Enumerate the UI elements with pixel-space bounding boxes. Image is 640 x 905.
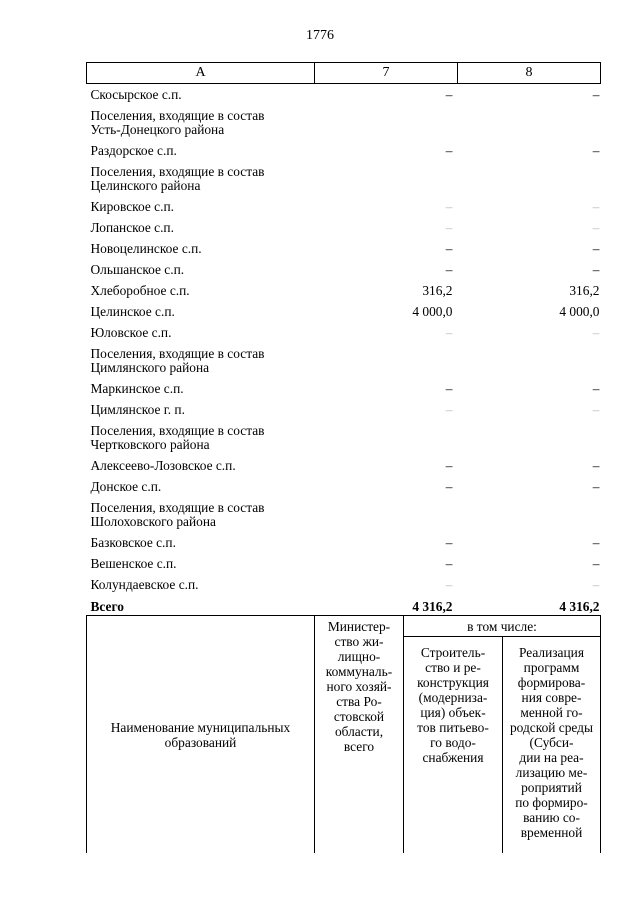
name-line: Усть-Донецкого района — [90, 122, 225, 137]
name-line: Поселения, входящие в состав — [90, 346, 265, 361]
value-col-7: – — [445, 199, 453, 214]
value-col-8 — [458, 105, 601, 140]
table-row — [87, 322, 601, 343]
urban-environment-program-header — [503, 637, 601, 854]
column-header-8: 8 — [458, 63, 601, 84]
header-line: ция) объек- — [420, 705, 486, 720]
table-row — [87, 259, 601, 280]
table-header-row — [87, 63, 601, 84]
table-row — [87, 420, 601, 455]
table-row — [87, 140, 601, 161]
value-col-7 — [315, 161, 458, 196]
header-line: роприятий — [521, 780, 582, 795]
value-col-7: – — [445, 381, 453, 396]
column-header-7: 7 — [315, 63, 458, 84]
municipality-name-header — [87, 616, 315, 854]
municipality-name — [87, 399, 315, 420]
table-row — [87, 280, 601, 301]
name-line: Поселения, входящие в состав — [90, 500, 265, 515]
table-row — [87, 217, 601, 238]
name-line: Целинское с.п. — [90, 304, 175, 319]
header-line: дии на реа- — [519, 750, 584, 765]
municipality-name — [87, 553, 315, 574]
header-line: тов питьево- — [417, 720, 489, 735]
name-line: Донское с.п. — [90, 479, 162, 494]
header-line: области, — [334, 724, 384, 739]
ministry-total-header — [315, 616, 404, 854]
header-line: временной — [520, 825, 583, 840]
value-col-7: – — [445, 535, 453, 550]
value-col-8 — [458, 343, 601, 378]
value-col-8: – — [592, 577, 600, 592]
municipality-name — [87, 140, 315, 161]
water-supply-construction-header — [404, 637, 503, 854]
table-row — [87, 574, 601, 595]
municipality-name — [87, 378, 315, 399]
header-line: ванию со- — [523, 810, 580, 825]
municipality-name — [87, 84, 315, 106]
header-line: по формиро- — [515, 795, 588, 810]
name-line: Колундаевское с.п. — [90, 577, 199, 592]
header-line: образований — [164, 734, 237, 750]
municipality-name — [87, 238, 315, 259]
municipality-name — [87, 322, 315, 343]
name-line: Шолоховского района — [90, 514, 216, 529]
value-col-7: – — [445, 87, 453, 102]
value-col-7: – — [445, 402, 453, 417]
name-line: Лопанское с.п. — [90, 220, 174, 235]
page-number: 1776 — [306, 28, 334, 43]
municipality-name — [87, 105, 315, 140]
total-row — [87, 595, 601, 617]
header-line: лизацию ме- — [515, 765, 588, 780]
name-line: Поселения, входящие в состав — [90, 423, 265, 438]
table-row — [87, 455, 601, 476]
name-line: Алексеево-Лозовское с.п. — [90, 458, 236, 473]
table-row — [87, 161, 601, 196]
funding-header-table — [86, 615, 601, 853]
name-line: Скосырское с.п. — [90, 87, 182, 102]
municipality-name — [87, 532, 315, 553]
municipality-name — [87, 196, 315, 217]
name-line: Раздорское с.п. — [90, 143, 177, 158]
municipality-name — [87, 455, 315, 476]
name-line: Цимлянского района — [90, 360, 210, 375]
header-line: Наименование муниципальных — [110, 719, 291, 735]
header-line: ного хозяй- — [326, 679, 392, 694]
table-row — [87, 105, 601, 140]
name-line: Маркинское с.п. — [90, 381, 184, 396]
value-col-8: – — [592, 87, 600, 102]
value-col-8: – — [592, 458, 600, 473]
header-line: лищно- — [337, 649, 381, 664]
table-row — [87, 497, 601, 532]
header-line: Реализация — [518, 645, 584, 660]
value-col-7: – — [445, 262, 453, 277]
including-header: в том числе: — [404, 616, 601, 637]
header-line: программ — [523, 660, 580, 675]
municipality-name — [87, 161, 315, 196]
header-line: формирова- — [517, 675, 586, 690]
name-line: Ольшанское с.п. — [90, 262, 185, 277]
header-line: (модерниза- — [418, 690, 488, 705]
table-row — [87, 378, 601, 399]
name-line: Кировское с.п. — [90, 199, 174, 214]
total-col-7: 4 316,2 — [412, 599, 453, 614]
table-row — [87, 553, 601, 574]
value-col-8: 316,2 — [569, 283, 600, 298]
header-line: родской среды — [509, 720, 593, 735]
table-row — [87, 343, 601, 378]
name-line: Поселения, входящие в состав — [90, 164, 265, 179]
municipality-name — [87, 343, 315, 378]
name-line: Целинского района — [90, 178, 201, 193]
header-line: ство жи- — [334, 634, 384, 649]
header-line: (Субси- — [529, 735, 574, 750]
value-col-8: – — [592, 535, 600, 550]
municipality-name — [87, 476, 315, 497]
table-row — [87, 84, 601, 106]
table-row — [87, 238, 601, 259]
value-col-8: – — [592, 143, 600, 158]
header-line: стовской — [333, 709, 385, 724]
value-col-7 — [315, 497, 458, 532]
municipality-name — [87, 259, 315, 280]
header-line: ства Ро- — [336, 694, 382, 709]
name-line: Базковское с.п. — [90, 535, 176, 550]
value-col-7: – — [445, 556, 453, 571]
header-line: Строитель- — [420, 645, 486, 660]
table-row — [87, 399, 601, 420]
municipality-name — [87, 574, 315, 595]
value-col-8: – — [592, 199, 600, 214]
municipal-allocation-table — [86, 62, 601, 617]
table-row — [87, 301, 601, 322]
value-col-8: – — [592, 479, 600, 494]
table-row — [87, 196, 601, 217]
municipality-name — [87, 497, 315, 532]
value-col-8: – — [592, 262, 600, 277]
value-col-7: 316,2 — [422, 283, 453, 298]
value-col-7 — [315, 105, 458, 140]
value-col-7: – — [445, 241, 453, 256]
total-col-8: 4 316,2 — [559, 599, 600, 614]
header-line: Министер- — [327, 619, 391, 634]
name-line: Хлеборобное с.п. — [90, 283, 190, 298]
column-header-a: А — [87, 63, 315, 84]
value-col-7 — [315, 343, 458, 378]
table-row — [87, 476, 601, 497]
value-col-7: 4 000,0 — [412, 304, 453, 319]
header-line: коммуналь- — [325, 664, 393, 679]
name-line: Новоцелинское с.п. — [90, 241, 202, 256]
municipality-name — [87, 217, 315, 238]
value-col-8: – — [592, 381, 600, 396]
name-line: Цимлянское г. п. — [90, 402, 185, 417]
value-col-8 — [458, 420, 601, 455]
header-line: конструкция — [417, 675, 489, 690]
value-col-8: – — [592, 241, 600, 256]
header-line: ния совре- — [521, 690, 582, 705]
value-col-8: – — [592, 325, 600, 340]
header-line: снабжения — [422, 750, 484, 765]
table-row — [87, 532, 601, 553]
value-col-8: – — [592, 220, 600, 235]
municipality-name — [87, 280, 315, 301]
municipality-name — [87, 301, 315, 322]
value-col-8: – — [592, 556, 600, 571]
name-line: Юловское с.п. — [90, 325, 172, 340]
value-col-7: – — [445, 325, 453, 340]
name-line: Поселения, входящие в состав — [90, 108, 265, 123]
header-line: ство и ре- — [425, 660, 481, 675]
name-line: Чертковского района — [90, 437, 210, 452]
total-label: Всего — [90, 599, 124, 614]
header-line: го водо- — [430, 735, 476, 750]
value-col-8: – — [592, 402, 600, 417]
name-line: Вешенское с.п. — [90, 556, 177, 571]
value-col-7: – — [445, 220, 453, 235]
municipality-name — [87, 420, 315, 455]
header-line: менной го- — [520, 705, 583, 720]
value-col-7: – — [445, 577, 453, 592]
value-col-7 — [315, 420, 458, 455]
header-line: всего — [343, 739, 375, 754]
value-col-7: – — [445, 458, 453, 473]
value-col-7: – — [445, 143, 453, 158]
value-col-8 — [458, 497, 601, 532]
value-col-7: – — [445, 479, 453, 494]
value-col-8: 4 000,0 — [559, 304, 600, 319]
value-col-8 — [458, 161, 601, 196]
